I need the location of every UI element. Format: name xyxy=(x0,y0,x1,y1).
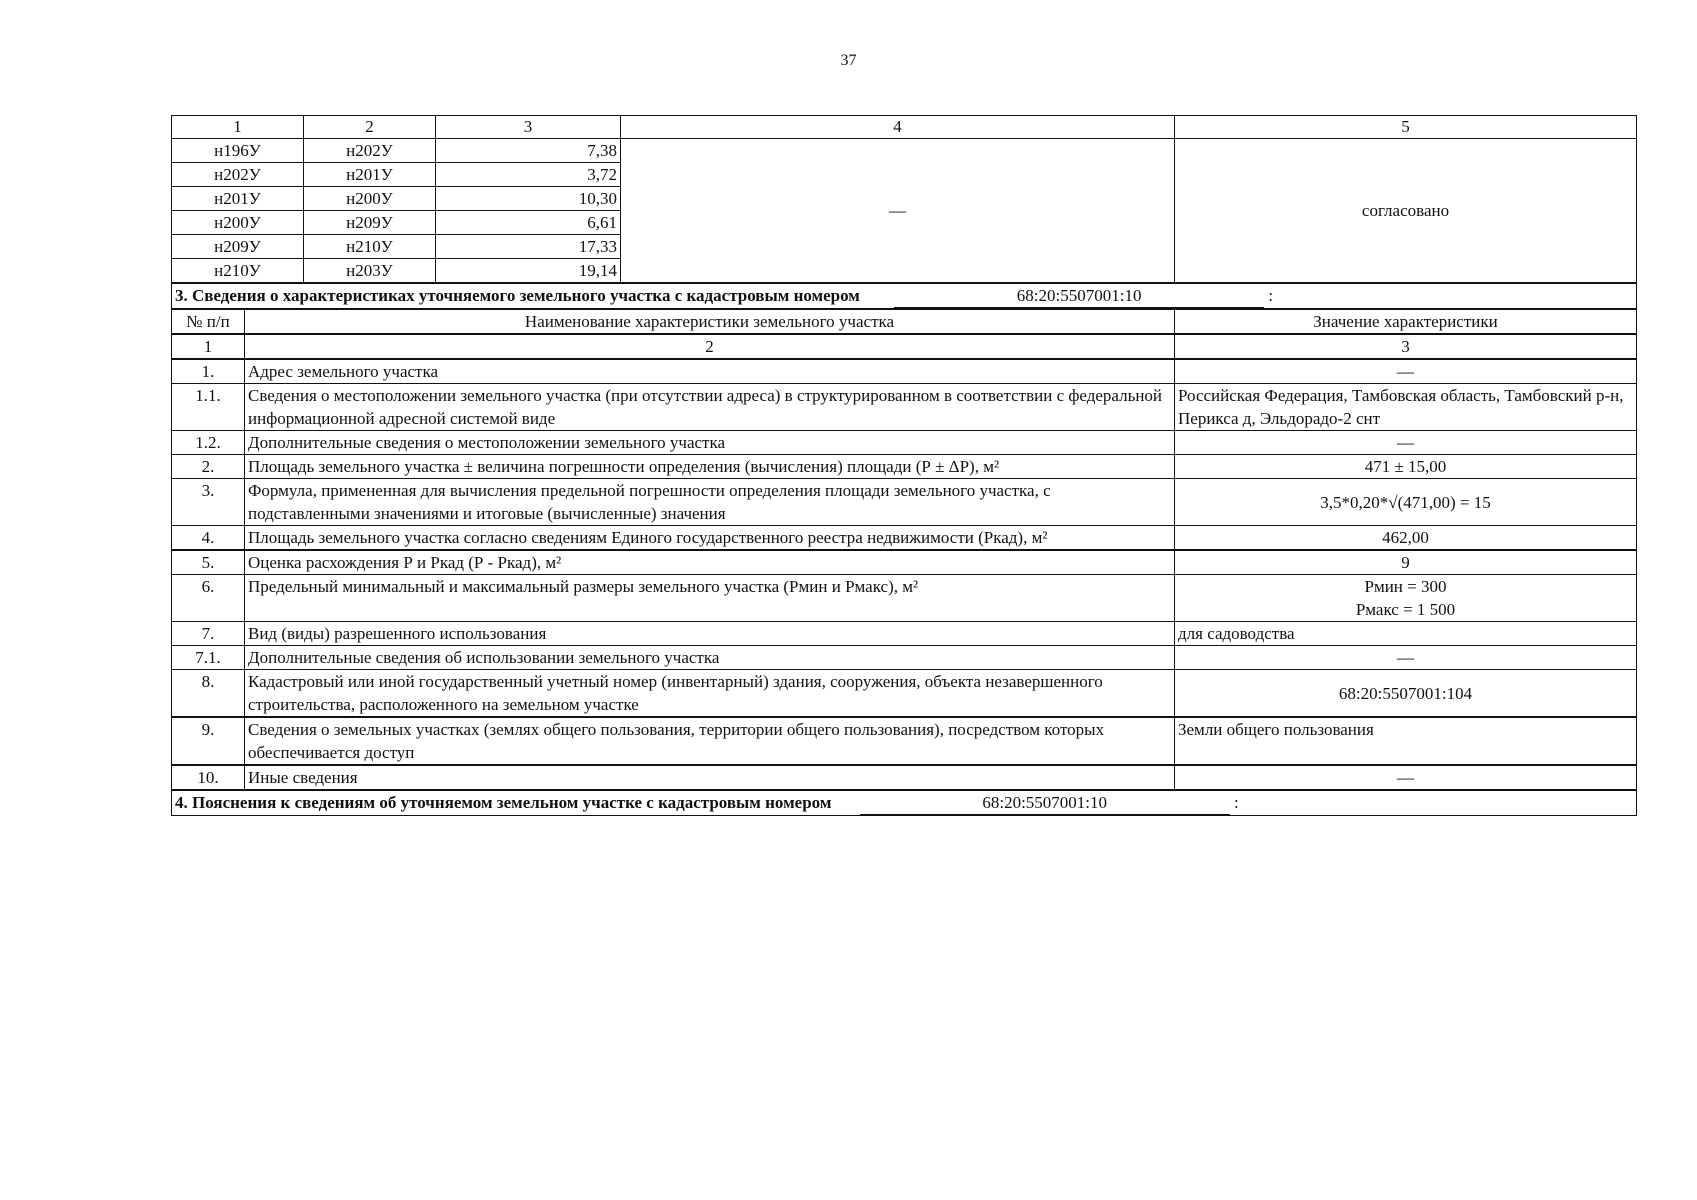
row-value: 9 xyxy=(1175,550,1637,575)
row-name: Оценка расхождения Р и Ркад (Р - Ркад), м² xyxy=(245,550,1175,575)
row-name: Иные сведения xyxy=(245,765,1175,790)
boundary-header-2: 2 xyxy=(304,116,436,139)
characteristic-row xyxy=(172,479,1637,526)
row-value: Российская Федерация, Тамбовская область, Тамбовский р-н, Перикса д, Эльдорадо-2 снт xyxy=(1175,384,1637,431)
row-number: 5. xyxy=(172,550,245,575)
boundary-length: 17,33 xyxy=(436,235,621,259)
min-size-value: Рмин = 300 xyxy=(1364,577,1447,596)
characteristic-row xyxy=(172,431,1637,455)
row-number: 6. xyxy=(172,575,245,622)
boundary-header-1: 1 xyxy=(172,116,304,139)
boundary-to: н200У xyxy=(304,187,436,211)
header-number-1: 1 xyxy=(172,334,245,359)
row-value: 471 ± 15,00 xyxy=(1175,455,1637,479)
row-number: 1. xyxy=(172,359,245,384)
header-num: № п/п xyxy=(172,309,245,334)
header-number-2: 2 xyxy=(245,334,1175,359)
characteristic-row xyxy=(172,622,1637,646)
row-name: Кадастровый или иной государственный учетный номер (инвентарный) здания, сооружения, объекта незавершенного строительства, расположенного на земельном участке xyxy=(245,670,1175,718)
row-number: 9. xyxy=(172,717,245,765)
header-value: Значение характеристики xyxy=(1175,309,1637,334)
row-value: Земли общего пользования xyxy=(1175,717,1637,765)
row-value: — xyxy=(1175,431,1637,455)
boundary-from: н210У xyxy=(172,259,304,284)
row-number: 7.1. xyxy=(172,646,245,670)
characteristic-row xyxy=(172,670,1637,718)
boundary-length: 6,61 xyxy=(436,211,621,235)
boundary-header-4: 4 xyxy=(621,116,1175,139)
section3-header-numbers-row xyxy=(172,334,1637,359)
boundary-header-row xyxy=(172,116,1637,139)
cadastral-document-table xyxy=(171,115,1637,816)
row-name: Площадь земельного участка согласно сведениям Единого государственного реестра недвижимости (Ркад), м² xyxy=(245,526,1175,551)
section3-title: 3. Сведения о характеристиках уточняемого земельного участка с кадастровым номером xyxy=(175,286,860,305)
section3-header-row xyxy=(172,309,1637,334)
row-number: 3. xyxy=(172,479,245,526)
row-name: Сведения о местоположении земельного участка (при отсутствии адреса) в структурированном в соответствии с федеральной информационной адресной системой виде xyxy=(245,384,1175,431)
header-number-3: 3 xyxy=(1175,334,1637,359)
row-value: 68:20:5507001:104 xyxy=(1175,670,1637,718)
boundary-to: н210У xyxy=(304,235,436,259)
row-name: Адрес земельного участка xyxy=(245,359,1175,384)
row-value: для садоводства xyxy=(1175,622,1637,646)
row-name: Сведения о земельных участках (землях общего пользования, территории общего пользования), посредством которых обеспечивается доступ xyxy=(245,717,1175,765)
max-size-value: Рмакс = 1 500 xyxy=(1355,600,1456,619)
boundary-col5-value: согласовано xyxy=(1175,139,1637,284)
boundary-to: н202У xyxy=(304,139,436,163)
boundary-to: н203У xyxy=(304,259,436,284)
row-name: Дополнительные сведения об использовании земельного участка xyxy=(245,646,1175,670)
section3-colon: : xyxy=(1268,286,1274,305)
row-number: 1.1. xyxy=(172,384,245,431)
row-name: Формула, примененная для вычисления предельной погрешности определения площади земельного участка, с подставленными значениями и итоговые (вычисленные) значения xyxy=(245,479,1175,526)
boundary-to: н201У xyxy=(304,163,436,187)
row-name: Вид (виды) разрешенного использования xyxy=(245,622,1175,646)
section4-title: 4. Пояснения к сведениям об уточняемом земельном участке с кадастровым номером xyxy=(175,793,832,812)
section4-colon: : xyxy=(1233,793,1239,812)
characteristic-row xyxy=(172,646,1637,670)
page-number: 37 xyxy=(840,52,857,69)
row-name: Предельный минимальный и максимальный размеры земельного участка (Рмин и Рмакс), м² xyxy=(245,575,1175,622)
boundary-from: н209У xyxy=(172,235,304,259)
boundary-length: 10,30 xyxy=(436,187,621,211)
row-value xyxy=(1175,575,1637,622)
header-name: Наименование характеристики земельного участка xyxy=(245,309,1175,334)
boundary-length: 7,38 xyxy=(436,139,621,163)
boundary-to: н209У xyxy=(304,211,436,235)
boundary-length: 19,14 xyxy=(436,259,621,284)
row-number: 10. xyxy=(172,765,245,790)
boundary-col4-value: — xyxy=(621,139,1175,284)
boundary-length: 3,72 xyxy=(436,163,621,187)
row-value: — xyxy=(1175,765,1637,790)
characteristic-row xyxy=(172,384,1637,431)
section4-title-row xyxy=(172,790,1637,816)
row-value: 462,00 xyxy=(1175,526,1637,551)
characteristic-row xyxy=(172,575,1637,622)
row-name: Площадь земельного участка ± величина погрешности определения (вычисления) площади (Р ± ΔР), м² xyxy=(245,455,1175,479)
characteristic-row xyxy=(172,550,1637,575)
row-number: 4. xyxy=(172,526,245,551)
boundary-from: н196У xyxy=(172,139,304,163)
characteristic-row xyxy=(172,359,1637,384)
row-number: 2. xyxy=(172,455,245,479)
row-value: — xyxy=(1175,646,1637,670)
characteristic-row xyxy=(172,455,1637,479)
characteristic-row xyxy=(172,717,1637,765)
section3-title-row xyxy=(172,283,1637,309)
row-name: Дополнительные сведения о местоположении земельного участка xyxy=(245,431,1175,455)
boundary-row xyxy=(172,139,1637,163)
boundary-from: н201У xyxy=(172,187,304,211)
characteristic-row xyxy=(172,526,1637,551)
section3-cadastral-number: 68:20:5507001:10 xyxy=(894,284,1264,308)
characteristic-row xyxy=(172,765,1637,790)
row-number: 1.2. xyxy=(172,431,245,455)
row-value: 3,5*0,20*√(471,00) = 15 xyxy=(1175,479,1637,526)
row-number: 7. xyxy=(172,622,245,646)
section4-cadastral-number: 68:20:5507001:10 xyxy=(860,791,1230,815)
boundary-from: н200У xyxy=(172,211,304,235)
row-value: — xyxy=(1175,359,1637,384)
boundary-header-5: 5 xyxy=(1175,116,1637,139)
boundary-header-3: 3 xyxy=(436,116,621,139)
boundary-from: н202У xyxy=(172,163,304,187)
row-number: 8. xyxy=(172,670,245,718)
